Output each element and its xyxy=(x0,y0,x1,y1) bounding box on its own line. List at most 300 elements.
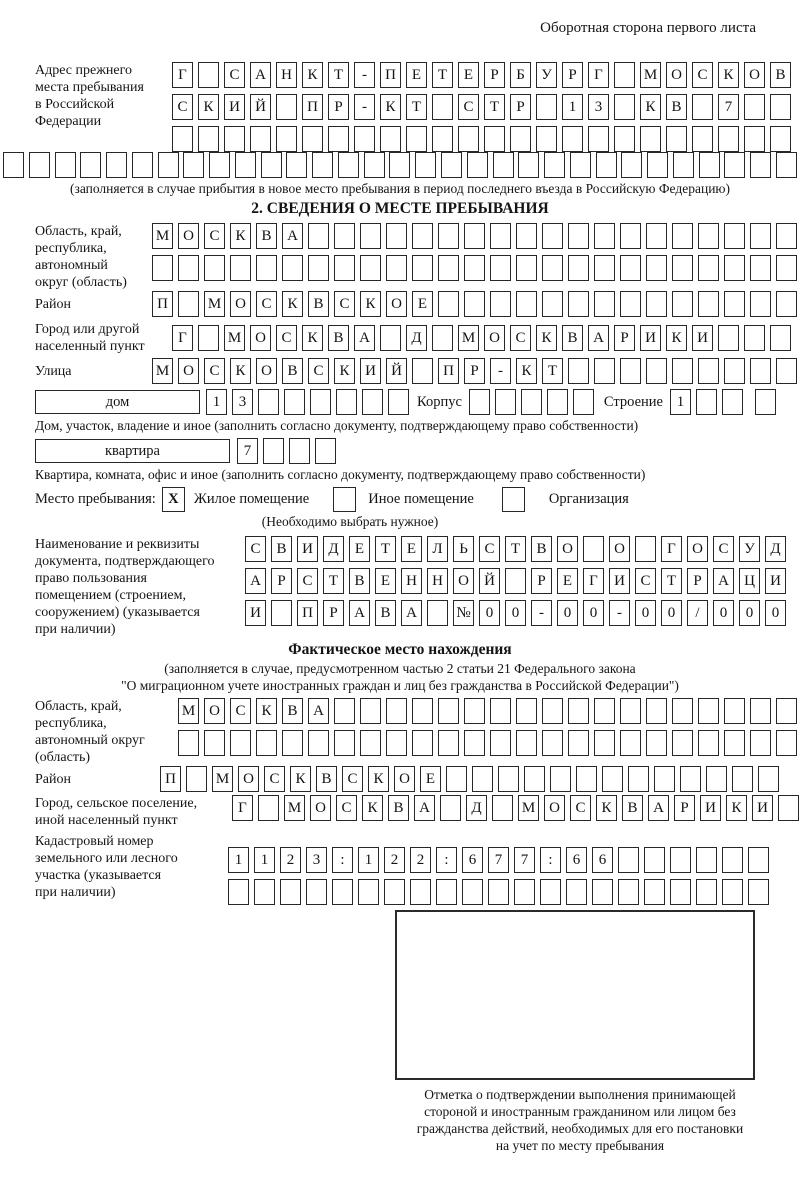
oblast-block xyxy=(0,223,800,291)
ulitsa-row xyxy=(152,358,797,384)
char-box xyxy=(490,291,511,317)
char-box xyxy=(315,438,336,464)
char-box: С xyxy=(479,536,500,562)
kadastr-grids xyxy=(228,833,769,905)
char-box xyxy=(699,152,720,178)
char-box: Е xyxy=(401,536,422,562)
char-box xyxy=(670,879,691,905)
dom-block xyxy=(35,389,800,415)
char-box: С xyxy=(172,94,193,120)
char-box xyxy=(360,255,381,281)
raion3-label: Район xyxy=(35,771,71,787)
char-box xyxy=(172,126,193,152)
char-box xyxy=(380,126,401,152)
char-box xyxy=(441,152,462,178)
char-box xyxy=(328,126,349,152)
char-box xyxy=(672,291,693,317)
char-box: : xyxy=(436,847,457,873)
char-box: С xyxy=(334,291,355,317)
char-box: Т xyxy=(505,536,526,562)
char-box: Н xyxy=(427,568,448,594)
char-box xyxy=(412,223,433,249)
dom-number-row xyxy=(206,389,409,415)
char-box xyxy=(748,879,769,905)
char-box xyxy=(770,126,791,152)
char-box: С xyxy=(264,766,285,792)
char-box xyxy=(250,126,271,152)
char-box xyxy=(204,730,225,756)
char-box: В xyxy=(282,358,303,384)
char-box: Т xyxy=(432,62,453,88)
inoe-checkbox xyxy=(333,487,356,512)
kadastr-row-2 xyxy=(228,879,769,905)
char-box: В xyxy=(282,698,303,724)
char-box: О xyxy=(666,62,687,88)
char-box: К xyxy=(536,325,557,351)
char-box xyxy=(235,152,256,178)
char-box xyxy=(308,223,329,249)
char-box: А xyxy=(588,325,609,351)
char-box: - xyxy=(531,600,552,626)
char-box xyxy=(261,152,282,178)
char-box: 3 xyxy=(588,94,609,120)
char-box: К xyxy=(334,358,355,384)
char-box xyxy=(427,600,448,626)
char-box: 3 xyxy=(232,389,253,415)
char-box xyxy=(505,568,526,594)
char-box: В xyxy=(349,568,370,594)
char-box xyxy=(640,126,661,152)
char-box: Т xyxy=(328,62,349,88)
kadastr-row-1 xyxy=(228,847,769,873)
char-box: М xyxy=(458,325,479,351)
char-box: Р xyxy=(323,600,344,626)
char-box xyxy=(646,291,667,317)
prev-address-row-3 xyxy=(172,126,791,152)
dom-note: Дом, участок, владение и иное (заполнить согласно документу, подтверждающему право собственности) xyxy=(35,418,639,433)
char-box xyxy=(744,325,765,351)
char-box: С xyxy=(230,698,251,724)
char-box xyxy=(410,879,431,905)
char-box: 7 xyxy=(514,847,535,873)
char-box: Р xyxy=(328,94,349,120)
char-box xyxy=(80,152,101,178)
char-box: Р xyxy=(614,325,635,351)
char-box: В xyxy=(622,795,643,821)
char-box: 6 xyxy=(592,847,613,873)
char-box: - xyxy=(354,62,375,88)
char-box xyxy=(289,438,310,464)
char-box xyxy=(670,847,691,873)
char-box: 3 xyxy=(306,847,327,873)
char-box xyxy=(412,698,433,724)
char-box xyxy=(308,730,329,756)
char-box: Ц xyxy=(739,568,760,594)
char-box xyxy=(286,152,307,178)
ulitsa-block xyxy=(0,358,800,384)
char-box: 2 xyxy=(280,847,301,873)
char-box xyxy=(334,255,355,281)
section2-title: 2. СВЕДЕНИЯ О МЕСТЕ ПРЕБЫВАНИЯ xyxy=(251,200,549,217)
char-box: О xyxy=(238,766,259,792)
char-box xyxy=(464,255,485,281)
char-box xyxy=(568,358,589,384)
kvartira-field-box: квартира xyxy=(35,439,230,463)
char-box xyxy=(464,698,485,724)
char-box xyxy=(542,698,563,724)
char-box: О xyxy=(744,62,765,88)
char-box: Е xyxy=(458,62,479,88)
char-box: К xyxy=(230,223,251,249)
char-box: 1 xyxy=(670,389,691,415)
char-box xyxy=(308,255,329,281)
char-box: К xyxy=(380,94,401,120)
char-box xyxy=(432,325,453,351)
char-box xyxy=(334,698,355,724)
char-box: О xyxy=(394,766,415,792)
char-box: И xyxy=(700,795,721,821)
char-box: В xyxy=(666,94,687,120)
char-box: Е xyxy=(375,568,396,594)
char-box xyxy=(594,223,615,249)
char-box xyxy=(284,389,305,415)
char-box xyxy=(594,291,615,317)
char-box xyxy=(722,879,743,905)
char-box xyxy=(692,126,713,152)
char-box: 0 xyxy=(661,600,682,626)
char-box xyxy=(412,730,433,756)
char-box: А xyxy=(282,223,303,249)
char-box: К xyxy=(230,358,251,384)
char-box: А xyxy=(349,600,370,626)
char-box: О xyxy=(544,795,565,821)
char-box xyxy=(388,389,409,415)
char-box: К xyxy=(256,698,277,724)
char-box: Р xyxy=(531,568,552,594)
char-box: Г xyxy=(172,325,193,351)
char-box xyxy=(594,358,615,384)
mesto-block xyxy=(35,487,800,512)
char-box xyxy=(618,847,639,873)
char-box: И xyxy=(752,795,773,821)
char-box xyxy=(776,291,797,317)
char-box xyxy=(336,389,357,415)
char-box xyxy=(568,291,589,317)
document-row-1 xyxy=(245,536,786,562)
char-box xyxy=(490,698,511,724)
char-box: Н xyxy=(276,62,297,88)
char-box xyxy=(646,255,667,281)
char-box xyxy=(536,94,557,120)
char-box: С xyxy=(224,62,245,88)
char-box xyxy=(542,255,563,281)
char-box xyxy=(178,255,199,281)
char-box xyxy=(568,730,589,756)
char-box: 6 xyxy=(566,847,587,873)
char-box xyxy=(724,698,745,724)
prev-address-row-4 xyxy=(3,152,797,178)
char-box: Д xyxy=(323,536,344,562)
char-box xyxy=(254,879,275,905)
char-box: М xyxy=(212,766,233,792)
char-box xyxy=(446,766,467,792)
char-box xyxy=(718,126,739,152)
char-box xyxy=(310,389,331,415)
char-box: 7 xyxy=(488,847,509,873)
char-box: / xyxy=(687,600,708,626)
char-box xyxy=(458,126,479,152)
char-box xyxy=(360,730,381,756)
char-box xyxy=(568,698,589,724)
document-row-2 xyxy=(245,568,786,594)
char-box xyxy=(230,255,251,281)
char-box: Д xyxy=(466,795,487,821)
char-box: М xyxy=(152,223,173,249)
char-box xyxy=(620,730,641,756)
char-box xyxy=(573,389,594,415)
char-box: К xyxy=(302,62,323,88)
char-box xyxy=(620,358,641,384)
char-box xyxy=(282,255,303,281)
char-box: Й xyxy=(479,568,500,594)
document-row-3 xyxy=(245,600,786,626)
char-box: 0 xyxy=(583,600,604,626)
char-box xyxy=(750,291,771,317)
char-box xyxy=(490,730,511,756)
section3-title: Фактическое место нахождения xyxy=(288,641,512,658)
char-box: В xyxy=(770,62,791,88)
char-box xyxy=(521,389,542,415)
gorod-row xyxy=(172,325,791,351)
document-block xyxy=(0,536,800,638)
char-box: Д xyxy=(406,325,427,351)
char-box xyxy=(672,358,693,384)
char-box xyxy=(29,152,50,178)
kvartira-block xyxy=(35,438,800,464)
char-box xyxy=(568,255,589,281)
char-box xyxy=(672,730,693,756)
char-box: 1 xyxy=(562,94,583,120)
raion-block xyxy=(0,291,800,317)
char-box: Е xyxy=(557,568,578,594)
raion3-row xyxy=(160,766,779,792)
char-box xyxy=(198,325,219,351)
char-box: С xyxy=(458,94,479,120)
char-box xyxy=(178,291,199,317)
char-box xyxy=(106,152,127,178)
char-box xyxy=(258,389,279,415)
char-box: 1 xyxy=(228,847,249,873)
char-box: К xyxy=(362,795,383,821)
char-box: К xyxy=(290,766,311,792)
char-box xyxy=(406,126,427,152)
char-box: И xyxy=(245,600,266,626)
char-box xyxy=(338,152,359,178)
char-box xyxy=(542,223,563,249)
char-box: М xyxy=(284,795,305,821)
char-box xyxy=(490,255,511,281)
char-box: 7 xyxy=(237,438,258,464)
char-box: М xyxy=(224,325,245,351)
char-box xyxy=(628,766,649,792)
char-box xyxy=(462,879,483,905)
raion-label: Район xyxy=(35,296,71,312)
char-box: Р xyxy=(484,62,505,88)
char-box: А xyxy=(245,568,266,594)
char-box: К xyxy=(516,358,537,384)
char-box: И xyxy=(692,325,713,351)
char-box xyxy=(464,291,485,317)
char-box: Л xyxy=(427,536,448,562)
char-box: К xyxy=(360,291,381,317)
char-box xyxy=(518,152,539,178)
char-box: И xyxy=(765,568,786,594)
char-box: О xyxy=(204,698,225,724)
stroenie-tail-box xyxy=(755,389,776,415)
oblast3-grids xyxy=(178,698,797,756)
char-box: А xyxy=(250,62,271,88)
char-box xyxy=(263,438,284,464)
char-box xyxy=(516,730,537,756)
char-box: 1 xyxy=(254,847,275,873)
char-box: П xyxy=(380,62,401,88)
char-box xyxy=(750,152,771,178)
char-box: С xyxy=(204,358,225,384)
char-box xyxy=(334,730,355,756)
char-box: А xyxy=(308,698,329,724)
char-box: И xyxy=(640,325,661,351)
oblast-grids xyxy=(152,223,797,281)
char-box: С xyxy=(256,291,277,317)
char-box xyxy=(672,698,693,724)
char-box: А xyxy=(414,795,435,821)
char-box xyxy=(276,126,297,152)
char-box: 0 xyxy=(765,600,786,626)
document-grids xyxy=(245,536,786,626)
char-box: Н xyxy=(401,568,422,594)
char-box: О xyxy=(250,325,271,351)
char-box: П xyxy=(152,291,173,317)
char-box xyxy=(724,223,745,249)
char-box: О xyxy=(178,223,199,249)
char-box xyxy=(758,766,779,792)
char-box xyxy=(280,879,301,905)
char-box xyxy=(432,126,453,152)
char-box: О xyxy=(386,291,407,317)
oblast3-block xyxy=(0,698,800,766)
kvartira-note: Квартира, комната, офис и иное (заполнить согласно документу, подтверждающему право собственности) xyxy=(35,467,646,482)
char-box xyxy=(776,223,797,249)
korpus-row xyxy=(469,389,594,415)
char-box xyxy=(750,255,771,281)
oblast-row-1 xyxy=(152,223,797,249)
char-box: П xyxy=(297,600,318,626)
char-box: В xyxy=(271,536,292,562)
char-box xyxy=(495,389,516,415)
char-box xyxy=(594,730,615,756)
char-box: О xyxy=(230,291,251,317)
prev-address-note: (заполняется в случае прибытия в новое место пребывания в период последнего въезда в Российскую Федерацию) xyxy=(69,181,731,196)
kvartira-number-row xyxy=(237,438,336,464)
char-box xyxy=(514,879,535,905)
char-box: Е xyxy=(406,62,427,88)
char-box xyxy=(178,730,199,756)
char-box xyxy=(467,152,488,178)
char-box xyxy=(484,126,505,152)
char-box xyxy=(614,126,635,152)
section3-note: (заполняется в случае, предусмотренном частью 2 статьи 21 Федерального закона "О миграционном учете иностранных граждан и лиц без гражданства в Российской Федерации") xyxy=(121,661,679,693)
char-box xyxy=(464,730,485,756)
char-box xyxy=(722,389,743,415)
char-box: А xyxy=(401,600,422,626)
char-box xyxy=(698,730,719,756)
char-box xyxy=(698,255,719,281)
char-box: М xyxy=(178,698,199,724)
char-box xyxy=(256,730,277,756)
oblast3-label: Область, край, республика, автономный округ (область) xyxy=(35,699,145,765)
char-box xyxy=(602,766,623,792)
char-box xyxy=(438,255,459,281)
char-box xyxy=(588,126,609,152)
char-box: С xyxy=(297,568,318,594)
char-box xyxy=(698,291,719,317)
char-box xyxy=(698,358,719,384)
stroenie-row xyxy=(670,389,743,415)
char-box: С xyxy=(692,62,713,88)
char-box xyxy=(542,730,563,756)
char-box: Е xyxy=(412,291,433,317)
char-box xyxy=(692,94,713,120)
char-box xyxy=(354,126,375,152)
char-box: С xyxy=(342,766,363,792)
char-box xyxy=(594,698,615,724)
char-box: С xyxy=(276,325,297,351)
char-box xyxy=(732,766,753,792)
char-box xyxy=(198,62,219,88)
char-box xyxy=(183,152,204,178)
char-box xyxy=(380,325,401,351)
char-box: К xyxy=(302,325,323,351)
char-box: С xyxy=(510,325,531,351)
char-box: Т xyxy=(484,94,505,120)
char-box xyxy=(724,152,745,178)
char-box: У xyxy=(536,62,557,88)
char-box: И xyxy=(360,358,381,384)
char-box xyxy=(750,730,771,756)
char-box: К xyxy=(368,766,389,792)
char-box xyxy=(158,152,179,178)
char-box: 0 xyxy=(505,600,526,626)
char-box: 0 xyxy=(739,600,760,626)
korpus-label: Корпус xyxy=(417,393,462,410)
char-box: И xyxy=(609,568,630,594)
char-box xyxy=(722,847,743,873)
char-box xyxy=(440,795,461,821)
char-box xyxy=(438,698,459,724)
char-box: О xyxy=(310,795,331,821)
char-box xyxy=(620,291,641,317)
char-box xyxy=(415,152,436,178)
char-box xyxy=(654,766,675,792)
char-box xyxy=(516,291,537,317)
char-box: Ь xyxy=(453,536,474,562)
char-box xyxy=(646,358,667,384)
char-box: - xyxy=(609,600,630,626)
char-box: Г xyxy=(232,795,253,821)
char-box: О xyxy=(453,568,474,594)
char-box xyxy=(438,730,459,756)
inoe-label: Иное помещение xyxy=(368,491,474,507)
